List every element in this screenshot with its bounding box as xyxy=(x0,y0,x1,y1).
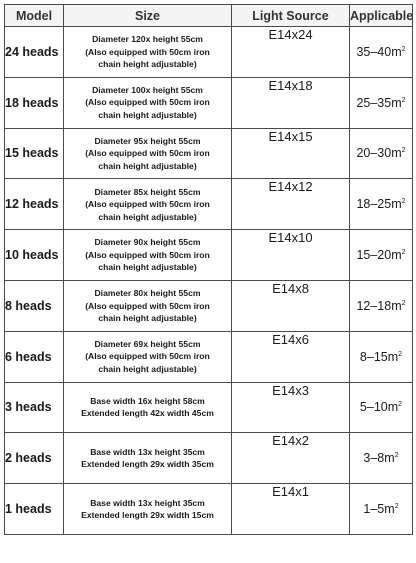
size-line: chain height adjustable) xyxy=(98,59,197,70)
size-line: chain height adjustable) xyxy=(98,160,197,171)
area-value: 1–5m xyxy=(363,502,395,517)
size-line: Base width 13x height 35cm xyxy=(90,497,205,508)
table-row xyxy=(5,433,413,484)
area-unit-exponent: 2 xyxy=(401,45,406,53)
size-line: (Also equipped with 50cm iron xyxy=(85,97,210,108)
applicable-area-cell xyxy=(350,27,413,78)
size-line: chain height adjustable) xyxy=(98,363,197,374)
size-line: Extended length 29x width 35cm xyxy=(81,459,214,470)
applicable-area-cell xyxy=(350,77,413,128)
light-source-cell: E14x10 xyxy=(232,230,350,281)
applicable-area-cell xyxy=(350,331,413,382)
size-line: chain height adjustable) xyxy=(98,109,197,120)
area-value: 3–8m xyxy=(363,451,395,466)
size-cell xyxy=(64,27,232,78)
area-unit-exponent: 2 xyxy=(401,248,406,256)
size-line: (Also equipped with 50cm iron xyxy=(85,351,210,362)
table-row xyxy=(5,179,413,230)
size-line: Diameter 69x height 55cm xyxy=(94,338,201,349)
model-cell: 1 heads xyxy=(5,484,64,535)
light-source-cell: E14x8 xyxy=(232,280,350,331)
size-cell xyxy=(64,179,232,230)
model-cell: 2 heads xyxy=(5,433,64,484)
area-unit-exponent: 2 xyxy=(394,502,399,510)
applicable-area-cell xyxy=(350,230,413,281)
table-row xyxy=(5,484,413,535)
header-model: Model xyxy=(5,5,64,27)
header-row xyxy=(5,5,413,27)
size-line: Extended length 42x width 45cm xyxy=(81,408,214,419)
size-line: (Also equipped with 50cm iron xyxy=(85,249,210,260)
table-row xyxy=(5,230,413,281)
size-line: chain height adjustable) xyxy=(98,262,197,273)
area-value: 8–15m xyxy=(359,349,399,364)
light-source-cell: E14x6 xyxy=(232,331,350,382)
header-light-source: Light Source xyxy=(232,5,350,27)
spec-table xyxy=(4,4,413,535)
size-line: (Also equipped with 50cm iron xyxy=(85,46,210,57)
model-cell: 24 heads xyxy=(5,27,64,78)
size-line: Base width 16x height 58cm xyxy=(90,395,205,406)
size-cell xyxy=(64,382,232,433)
area-value: 12–18m xyxy=(356,298,402,313)
header-size: Size xyxy=(64,5,232,27)
size-line: (Also equipped with 50cm iron xyxy=(85,199,210,210)
area-value: 18–25m xyxy=(356,197,402,212)
light-source-cell: E14x1 xyxy=(232,484,350,535)
light-source-cell: E14x15 xyxy=(232,128,350,179)
size-line: (Also equipped with 50cm iron xyxy=(85,300,210,311)
size-line: Diameter 95x height 55cm xyxy=(94,135,201,146)
light-source-cell: E14x2 xyxy=(232,433,350,484)
size-cell xyxy=(64,230,232,281)
applicable-area-cell xyxy=(350,484,413,535)
size-cell xyxy=(64,280,232,331)
area-value: 20–30m xyxy=(356,146,402,161)
applicable-area-cell xyxy=(350,179,413,230)
size-cell xyxy=(64,128,232,179)
size-cell xyxy=(64,433,232,484)
model-cell: 10 heads xyxy=(5,230,64,281)
area-unit-exponent: 2 xyxy=(401,147,406,155)
area-unit-exponent: 2 xyxy=(401,96,406,104)
size-cell xyxy=(64,77,232,128)
size-line: Diameter 120x height 55cm xyxy=(92,34,203,45)
size-line: Base width 13x height 35cm xyxy=(90,446,205,457)
table-row xyxy=(5,280,413,331)
applicable-area-cell xyxy=(350,128,413,179)
model-cell: 15 heads xyxy=(5,128,64,179)
area-unit-exponent: 2 xyxy=(401,198,406,206)
table-row xyxy=(5,382,413,433)
area-value: 35–40m xyxy=(356,44,402,59)
applicable-area-cell xyxy=(350,433,413,484)
table-row xyxy=(5,27,413,78)
size-line: Extended length 29x width 15cm xyxy=(81,510,214,521)
size-line: chain height adjustable) xyxy=(98,313,197,324)
size-cell xyxy=(64,484,232,535)
model-cell: 6 heads xyxy=(5,331,64,382)
area-unit-exponent: 2 xyxy=(394,452,399,460)
header-applicable: Applicable xyxy=(350,5,413,27)
table-row xyxy=(5,128,413,179)
model-cell: 3 heads xyxy=(5,382,64,433)
area-unit-exponent: 2 xyxy=(398,350,403,358)
size-line: (Also equipped with 50cm iron xyxy=(85,148,210,159)
light-source-cell: E14x12 xyxy=(232,179,350,230)
area-value: 25–35m xyxy=(356,95,402,110)
size-cell xyxy=(64,331,232,382)
light-source-cell: E14x3 xyxy=(232,382,350,433)
light-source-cell: E14x24 xyxy=(232,27,350,78)
size-line: Diameter 90x height 55cm xyxy=(94,237,201,248)
model-cell: 8 heads xyxy=(5,280,64,331)
table-row xyxy=(5,331,413,382)
area-unit-exponent: 2 xyxy=(398,401,403,409)
size-line: Diameter 100x height 55cm xyxy=(92,84,203,95)
size-line: Diameter 85x height 55cm xyxy=(94,186,201,197)
applicable-area-cell xyxy=(350,280,413,331)
light-source-cell: E14x18 xyxy=(232,77,350,128)
model-cell: 12 heads xyxy=(5,179,64,230)
applicable-area-cell xyxy=(350,382,413,433)
size-line: chain height adjustable) xyxy=(98,211,197,222)
area-unit-exponent: 2 xyxy=(401,299,406,307)
area-value: 5–10m xyxy=(359,400,399,415)
area-value: 15–20m xyxy=(356,248,402,263)
model-cell: 18 heads xyxy=(5,77,64,128)
table-row xyxy=(5,77,413,128)
size-line: Diameter 80x height 55cm xyxy=(94,288,201,299)
